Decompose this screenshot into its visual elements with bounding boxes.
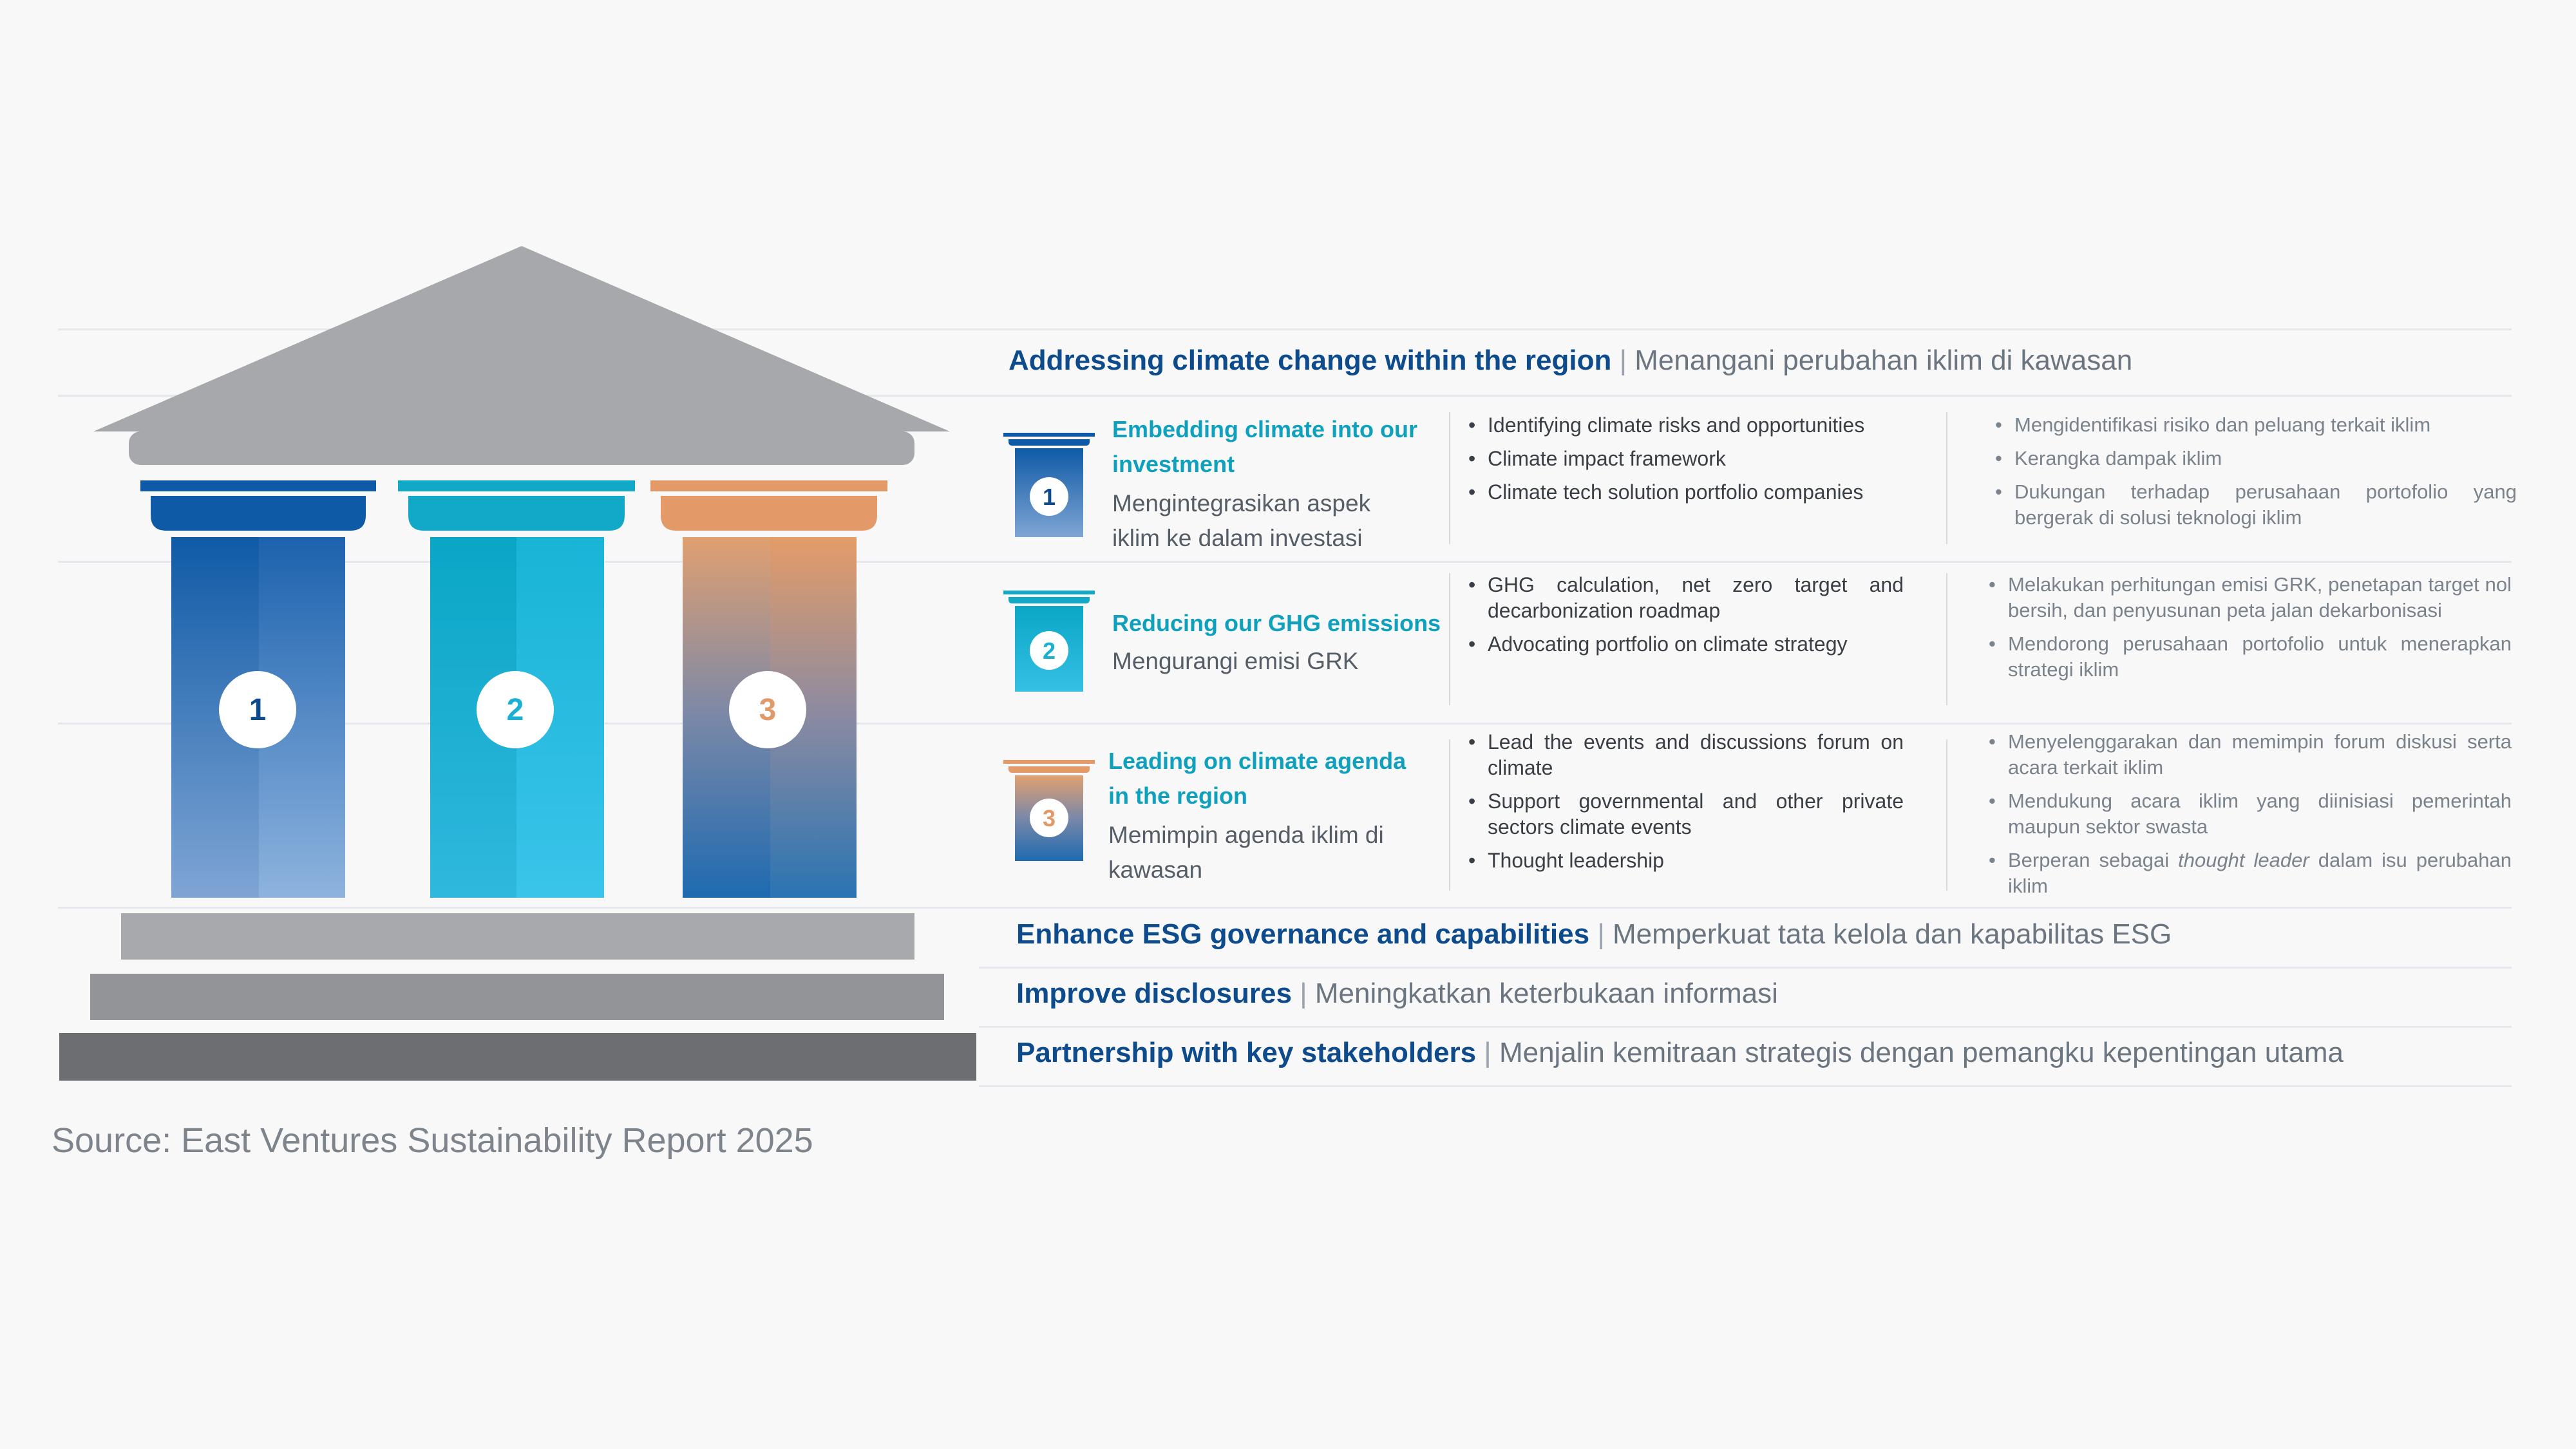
list-item: • Support governmental and other private sectors climate events (1468, 788, 1904, 840)
svg-text:3: 3 (1042, 805, 1056, 831)
foundation-step-1 (121, 913, 914, 960)
header-title-en: Addressing climate change within the region (1009, 345, 1612, 376)
pillar-1-title-id: Mengintegrasikan aspek iklim ke dalam investasi (1112, 490, 1371, 551)
list-item: • Kerangka dampak iklim (1995, 446, 2517, 471)
svg-text:1: 1 (1042, 484, 1056, 510)
list-item: • Thought leadership (1468, 848, 1904, 873)
svg-text:2: 2 (1042, 638, 1056, 664)
pillar-3-title-en: Leading on climate agenda in the region (1108, 748, 1406, 809)
list-item: • Climate tech solution portfolio companies (1468, 479, 1906, 505)
divider-found3 (979, 1085, 2512, 1087)
list-item: • Menyelenggarakan dan memimpin forum diskusi serta acara terkait iklim (1989, 729, 2512, 781)
pillar-2-number: 2 (506, 693, 524, 727)
mini-pillar-2-icon (1002, 589, 1099, 696)
pillar-1-number: 1 (249, 693, 267, 727)
list-item: • Berperan sebagai thought leader dalam isu perubahan iklim (1989, 848, 2512, 899)
list-item: • Mengidentifikasi risiko dan peluang terkait iklim (1995, 412, 2517, 438)
temple-diagram (0, 0, 1005, 1095)
header-title (1009, 345, 2132, 377)
roof-pediment (93, 246, 950, 431)
list-item: • Mendukung acara iklim yang diinisiasi pemerintah maupun sektor swasta (1989, 788, 2512, 840)
list-item: • GHG calculation, net zero target and decarbonization roadmap (1468, 572, 1904, 623)
header-sep: | (1619, 345, 1627, 376)
mini-pillar-3-icon (1002, 759, 1099, 865)
col-divider-r2b (1946, 573, 1947, 705)
foundation-3-title: Partnership with key stakeholders | Menjalin kemitraan strategis dengan pemangku kepentingan utama (1016, 1037, 2344, 1068)
list-item: • Melakukan perhitungan emisi GRK, penetapan target nol bersih, dan penyusunan peta jalan dekarbonisasi (1989, 572, 2512, 623)
divider-found1 (979, 967, 2512, 969)
mini-pillar-1-icon (1002, 431, 1099, 541)
pillar-1-title-en: Embedding climate into our investment (1112, 416, 1418, 477)
foundation-2-title: Improve disclosures | Meningkatkan keterbukaan informasi (1016, 978, 1778, 1009)
pillar-1-bullets-id (1995, 412, 2517, 538)
foundation-step-2 (90, 974, 944, 1020)
col-divider-r3a (1449, 739, 1450, 891)
list-item: • Mendorong perusahaan portofolio untuk menerapkan strategi iklim (1989, 631, 2512, 683)
source-caption: Source: East Ventures Sustainability Report 2025 (52, 1121, 813, 1160)
pillar-2-title-id: Mengurangi emisi GRK (1112, 648, 1359, 674)
col-divider-r1a (1449, 412, 1450, 544)
foundation-1-title: Enhance ESG governance and capabilities | Memperkuat tata kelola dan kapabilitas ESG (1016, 918, 2172, 950)
pillar-3-bullets-id (1989, 729, 2512, 907)
pillar-3-title-id: Memimpin agenda iklim di kawasan (1108, 822, 1384, 883)
list-item: • Identifying climate risks and opportunities (1468, 412, 1906, 438)
col-divider-r1b (1946, 412, 1947, 544)
pillar-2-bullets-en (1468, 572, 1904, 665)
pillar-2-title-en: Reducing our GHG emissions (1112, 610, 1441, 636)
list-item: • Lead the events and discussions forum on climate (1468, 729, 1904, 781)
foundation-step-3 (59, 1033, 976, 1081)
pillar-3-bullets-en (1468, 729, 1904, 881)
col-divider-r3b (1946, 739, 1947, 891)
col-divider-r2a (1449, 573, 1450, 705)
header-title-id: Menangani perubahan iklim di kawasan (1634, 345, 2133, 376)
pillar-1-bullets-en (1468, 412, 1906, 513)
list-item: • Advocating portfolio on climate strategy (1468, 631, 1904, 657)
list-item: • Dukungan terhadap perusahaan portofolio yang bergerak di solusi teknologi iklim (1995, 479, 2517, 531)
list-item: • Climate impact framework (1468, 446, 1906, 471)
roof-beam (129, 431, 914, 465)
pillar-2-bullets-id (1989, 572, 2512, 690)
divider-found2 (979, 1026, 2512, 1028)
pillar-3-number: 3 (759, 693, 777, 727)
